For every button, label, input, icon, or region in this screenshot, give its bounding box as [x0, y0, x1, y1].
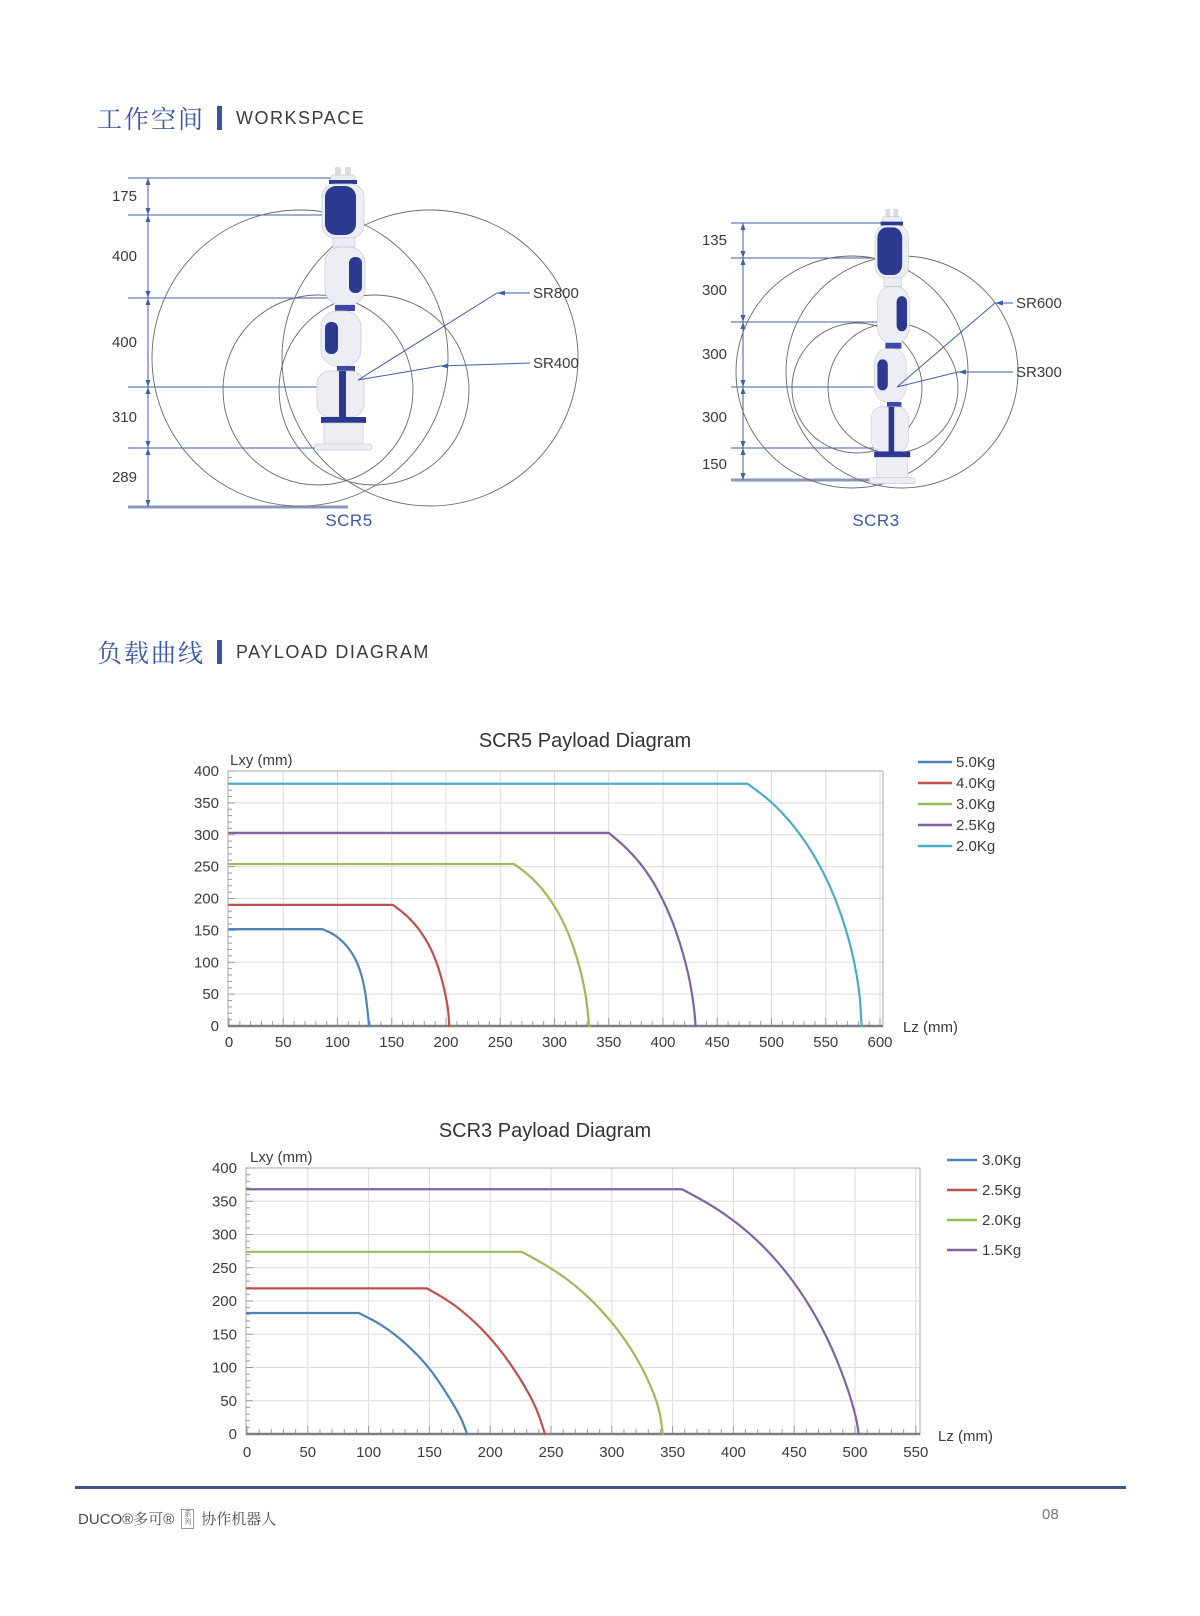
- dim-label: 300: [701, 282, 727, 299]
- y-tick-label: 50: [202, 986, 219, 1004]
- y-tick-label: 300: [193, 826, 219, 844]
- x-tick-label: 50: [299, 1444, 317, 1461]
- x-tick-label: 550: [903, 1444, 929, 1461]
- y-tick-label: 0: [228, 1426, 237, 1443]
- dim-label: 150: [701, 456, 727, 473]
- y-tick-label: 350: [193, 794, 219, 812]
- legend-label: 2.0Kg: [956, 838, 996, 855]
- radius-label: SR600: [1016, 295, 1062, 312]
- dim-label: 300: [701, 346, 727, 363]
- x-tick-label: 100: [356, 1444, 382, 1461]
- y-tick-label: 300: [211, 1226, 237, 1244]
- x-tick-label: 400: [720, 1444, 746, 1461]
- radius-label: SR400: [533, 355, 579, 372]
- dim-label: 400: [111, 248, 137, 265]
- legend-label: 3.0Kg: [956, 796, 996, 813]
- x-tick-label: 500: [842, 1444, 868, 1461]
- x-tick-label: 150: [379, 1034, 405, 1051]
- x-tick-label: 550: [813, 1034, 839, 1051]
- y-tick-label: 50: [220, 1392, 237, 1410]
- series-curve-4.0Kg: [229, 905, 449, 1026]
- x-tick-label: 250: [487, 1034, 513, 1051]
- x-tick-label: 200: [433, 1034, 459, 1051]
- legend-label: 5.0Kg: [956, 754, 996, 771]
- x-tick-label: 200: [477, 1444, 503, 1461]
- dim-label: 289: [111, 469, 137, 486]
- series-curve-2.5Kg: [247, 1288, 545, 1434]
- y-tick-label: 200: [193, 890, 219, 908]
- x-tick-label: 350: [596, 1034, 622, 1051]
- x-tick-label: 150: [416, 1444, 442, 1461]
- x-tick-label: 450: [704, 1034, 730, 1051]
- legend-label: 2.5Kg: [956, 817, 996, 834]
- brand-text: DUCO®多可®: [78, 1511, 175, 1528]
- series-curve-5.0Kg: [229, 929, 369, 1026]
- chart-title: SCR3 Payload Diagram: [438, 1120, 652, 1142]
- x-tick-label: 450: [781, 1444, 807, 1461]
- legend-label: 3.0Kg: [982, 1152, 1022, 1169]
- dim-label: 300: [701, 409, 727, 426]
- x-tick-label: 50: [274, 1034, 292, 1051]
- x-tick-label: 0: [242, 1444, 252, 1461]
- x-tick-label: 0: [224, 1034, 234, 1051]
- y-tick-label: 0: [210, 1018, 219, 1035]
- series-char: 系: [184, 1510, 192, 1518]
- x-tick-label: 350: [660, 1444, 686, 1461]
- workspace-title-zh: 工作空间: [97, 106, 206, 134]
- scr3-caption: SCR3: [852, 511, 900, 530]
- x-axis-label: Lz (mm): [938, 1428, 993, 1445]
- y-tick-label: 150: [211, 1326, 237, 1344]
- legend-label: 2.0Kg: [982, 1212, 1022, 1229]
- y-tick-label: 250: [211, 1259, 237, 1277]
- series-curve-1.5Kg: [247, 1189, 859, 1434]
- legend-label: 4.0Kg: [956, 775, 996, 792]
- series-box: [181, 1509, 194, 1529]
- radius-label: SR300: [1016, 364, 1062, 381]
- dim-label: 135: [701, 232, 727, 249]
- dim-label: 310: [111, 409, 137, 426]
- x-tick-label: 250: [538, 1444, 564, 1461]
- y-tick-label: 200: [211, 1293, 237, 1310]
- x-axis-label: Lz (mm): [903, 1019, 958, 1036]
- x-tick-label: 400: [650, 1034, 676, 1051]
- y-tick-label: 400: [193, 763, 219, 780]
- page-number: 08: [1042, 1506, 1059, 1523]
- y-axis-label: Lxy (mm): [250, 1149, 313, 1166]
- dim-label: 175: [111, 188, 137, 205]
- payload-title-zh: 负载曲线: [97, 640, 206, 668]
- workspace-title-en: WORKSPACE: [236, 107, 366, 128]
- legend-label: 1.5Kg: [982, 1242, 1022, 1259]
- y-tick-label: 400: [211, 1160, 237, 1177]
- dim-label: 400: [111, 334, 137, 351]
- radius-label: SR800: [533, 285, 579, 302]
- x-tick-label: 500: [758, 1034, 785, 1051]
- scr5-caption: SCR5: [325, 511, 373, 530]
- chart-title: SCR5 Payload Diagram: [478, 730, 692, 752]
- legend-label: 2.5Kg: [982, 1182, 1022, 1199]
- series-curve-3.0Kg: [247, 1313, 467, 1434]
- x-tick-label: 600: [867, 1034, 893, 1051]
- y-tick-label: 100: [211, 1359, 237, 1377]
- x-tick-label: 100: [324, 1034, 351, 1051]
- brand-suffix: 协作机器人: [201, 1511, 277, 1528]
- chart-1: [194, 730, 995, 1051]
- y-axis-label: Lxy (mm): [230, 752, 293, 769]
- y-tick-label: 250: [193, 858, 219, 876]
- y-tick-label: 150: [193, 922, 219, 940]
- x-tick-label: 300: [541, 1034, 568, 1051]
- footer-divider: [75, 1486, 1126, 1489]
- x-tick-label: 300: [599, 1444, 625, 1461]
- footer-brand: [78, 1508, 276, 1529]
- payload-title-en: PAYLOAD DIAGRAM: [236, 641, 430, 662]
- y-tick-label: 350: [211, 1193, 237, 1211]
- y-tick-label: 100: [193, 954, 219, 972]
- series-char: 列: [184, 1518, 192, 1526]
- chart-2: [212, 1120, 1021, 1461]
